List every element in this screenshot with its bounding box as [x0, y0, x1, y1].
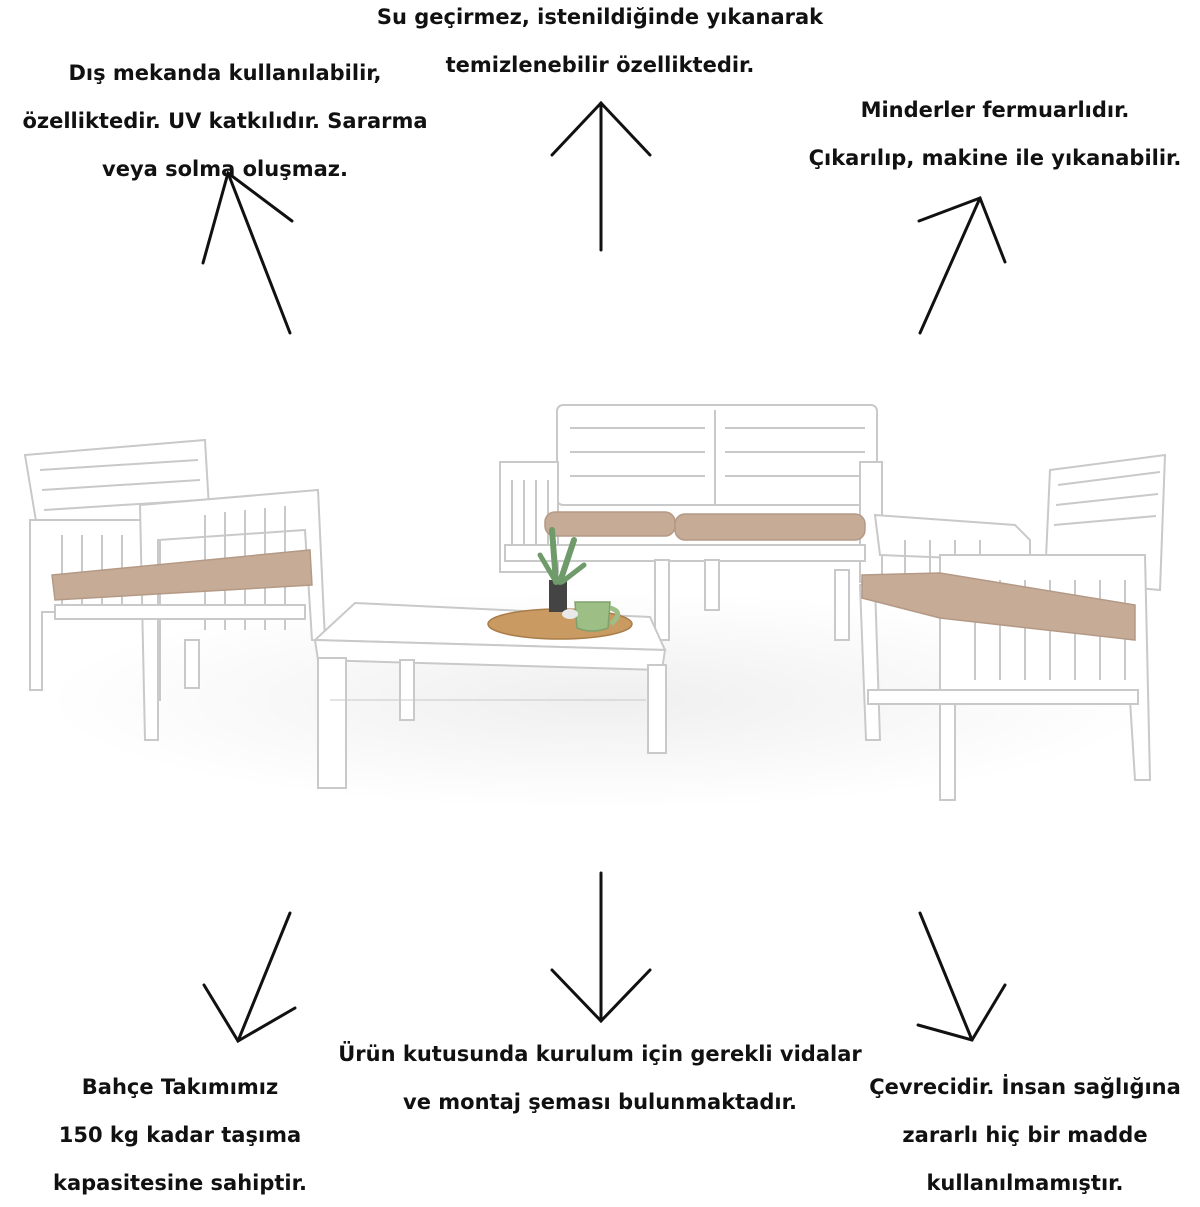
callout-line: ve montaj şeması bulunmaktadır.: [403, 1090, 797, 1114]
arrow-down-right-icon: [918, 913, 1005, 1040]
callout-line: Ürün kutusunda kurulum için gerekli vidalar: [338, 1042, 862, 1066]
callout-outdoor-uv: [0, 49, 450, 193]
callout-eco-friendly: [860, 1063, 1190, 1207]
callout-line: Dış mekanda kullanılabilir,: [68, 61, 382, 85]
callout-line: zararlı hiç bir madde: [902, 1123, 1148, 1147]
callout-line: temizlenebilir özelliktedir.: [445, 53, 755, 77]
arrow-down-left-icon: [204, 913, 295, 1041]
callout-assembly: [330, 1030, 870, 1126]
arrow-down-bottom-icon: [552, 873, 650, 1021]
callout-cushion-zipper: [795, 86, 1195, 182]
arrow-up-right-icon: [919, 198, 1005, 333]
callout-line: veya solma oluşmaz.: [102, 157, 348, 181]
arrow-up-left-icon: [203, 173, 292, 333]
arrow-up-top-icon: [552, 103, 650, 250]
callout-line: Çıkarılıp, makine ile yıkanabilir.: [808, 146, 1182, 170]
callout-line: kullanılmamıştır.: [926, 1171, 1124, 1195]
loveseat-cushions: [545, 512, 865, 540]
callout-line: özelliktedir. UV katkılıdır. Sararma: [22, 109, 428, 133]
callout-load-capacity: [30, 1063, 330, 1207]
callout-line: Çevrecidir. İnsan sağlığına: [869, 1075, 1181, 1099]
callout-line: 150 kg kadar taşıma: [58, 1123, 302, 1147]
callout-line: kapasitesine sahiptir.: [53, 1171, 307, 1195]
callout-line: Su geçirmez, istenildiğinde yıkanarak: [376, 5, 824, 29]
callout-line: Bahçe Takımımız: [81, 1075, 279, 1099]
callout-line: Minderler fermuarlıdır.: [860, 98, 1130, 122]
placemat: [488, 609, 632, 639]
